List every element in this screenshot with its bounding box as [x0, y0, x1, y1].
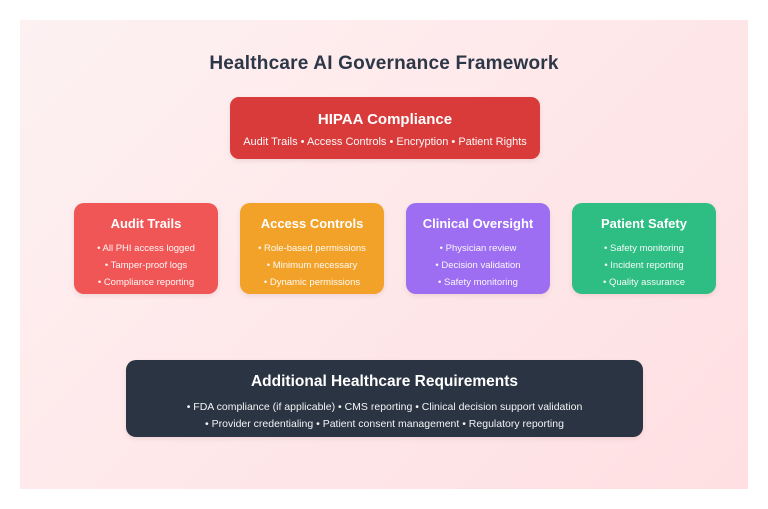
pillar-item: • Decision validation [435, 260, 521, 271]
pillar-card-patient-safety [572, 203, 716, 294]
pillar-card-access-controls [240, 203, 384, 294]
additional-requirements-line: • FDA compliance (if applicable) • CMS reporting • Clinical decision support validation [186, 401, 583, 413]
pillar-item: • Safety monitoring [438, 277, 518, 288]
pillar-title: Access Controls [260, 216, 364, 231]
additional-requirements-title: Additional Healthcare Requirements [250, 373, 518, 390]
pillar-items [572, 240, 716, 291]
hipaa-compliance-box [230, 97, 540, 159]
diagram-title: Healthcare AI Governance Framework [209, 53, 559, 74]
pillar-item: • Dynamic permissions [263, 277, 361, 288]
pillar-item: • All PHI access logged [97, 243, 195, 254]
additional-requirements-box [126, 360, 643, 437]
diagram-canvas [20, 20, 748, 489]
pillar-item: • Role-based permissions [258, 243, 366, 254]
pillar-title: Audit Trails [110, 216, 182, 231]
pillar-item: • Tamper-proof logs [104, 260, 188, 271]
pillar-items [74, 240, 218, 291]
pillar-row [74, 203, 738, 294]
pillar-item: • Incident reporting [604, 260, 684, 271]
hipaa-compliance-title: HIPAA Compliance [317, 111, 453, 128]
pillar-card-clinical-oversight [406, 203, 550, 294]
pillar-title: Patient Safety [601, 216, 687, 231]
pillar-item: • Quality assurance [602, 277, 685, 288]
pillar-item: • Compliance reporting [97, 277, 195, 288]
additional-requirements-lines [126, 399, 643, 433]
additional-requirements-line: • Provider credentialing • Patient consent management • Regulatory reporting [205, 418, 564, 430]
pillar-item: • Safety monitoring [604, 243, 684, 254]
pillar-items [240, 240, 384, 291]
pillar-item: • Minimum necessary [266, 260, 358, 271]
pillar-title: Clinical Oversight [422, 216, 534, 231]
pillar-item: • Physician review [439, 243, 517, 254]
pillar-card-audit-trails [74, 203, 218, 294]
hipaa-compliance-subtitle: Audit Trails • Access Controls • Encryption • Patient Rights [243, 136, 527, 148]
pillar-items [406, 240, 550, 291]
